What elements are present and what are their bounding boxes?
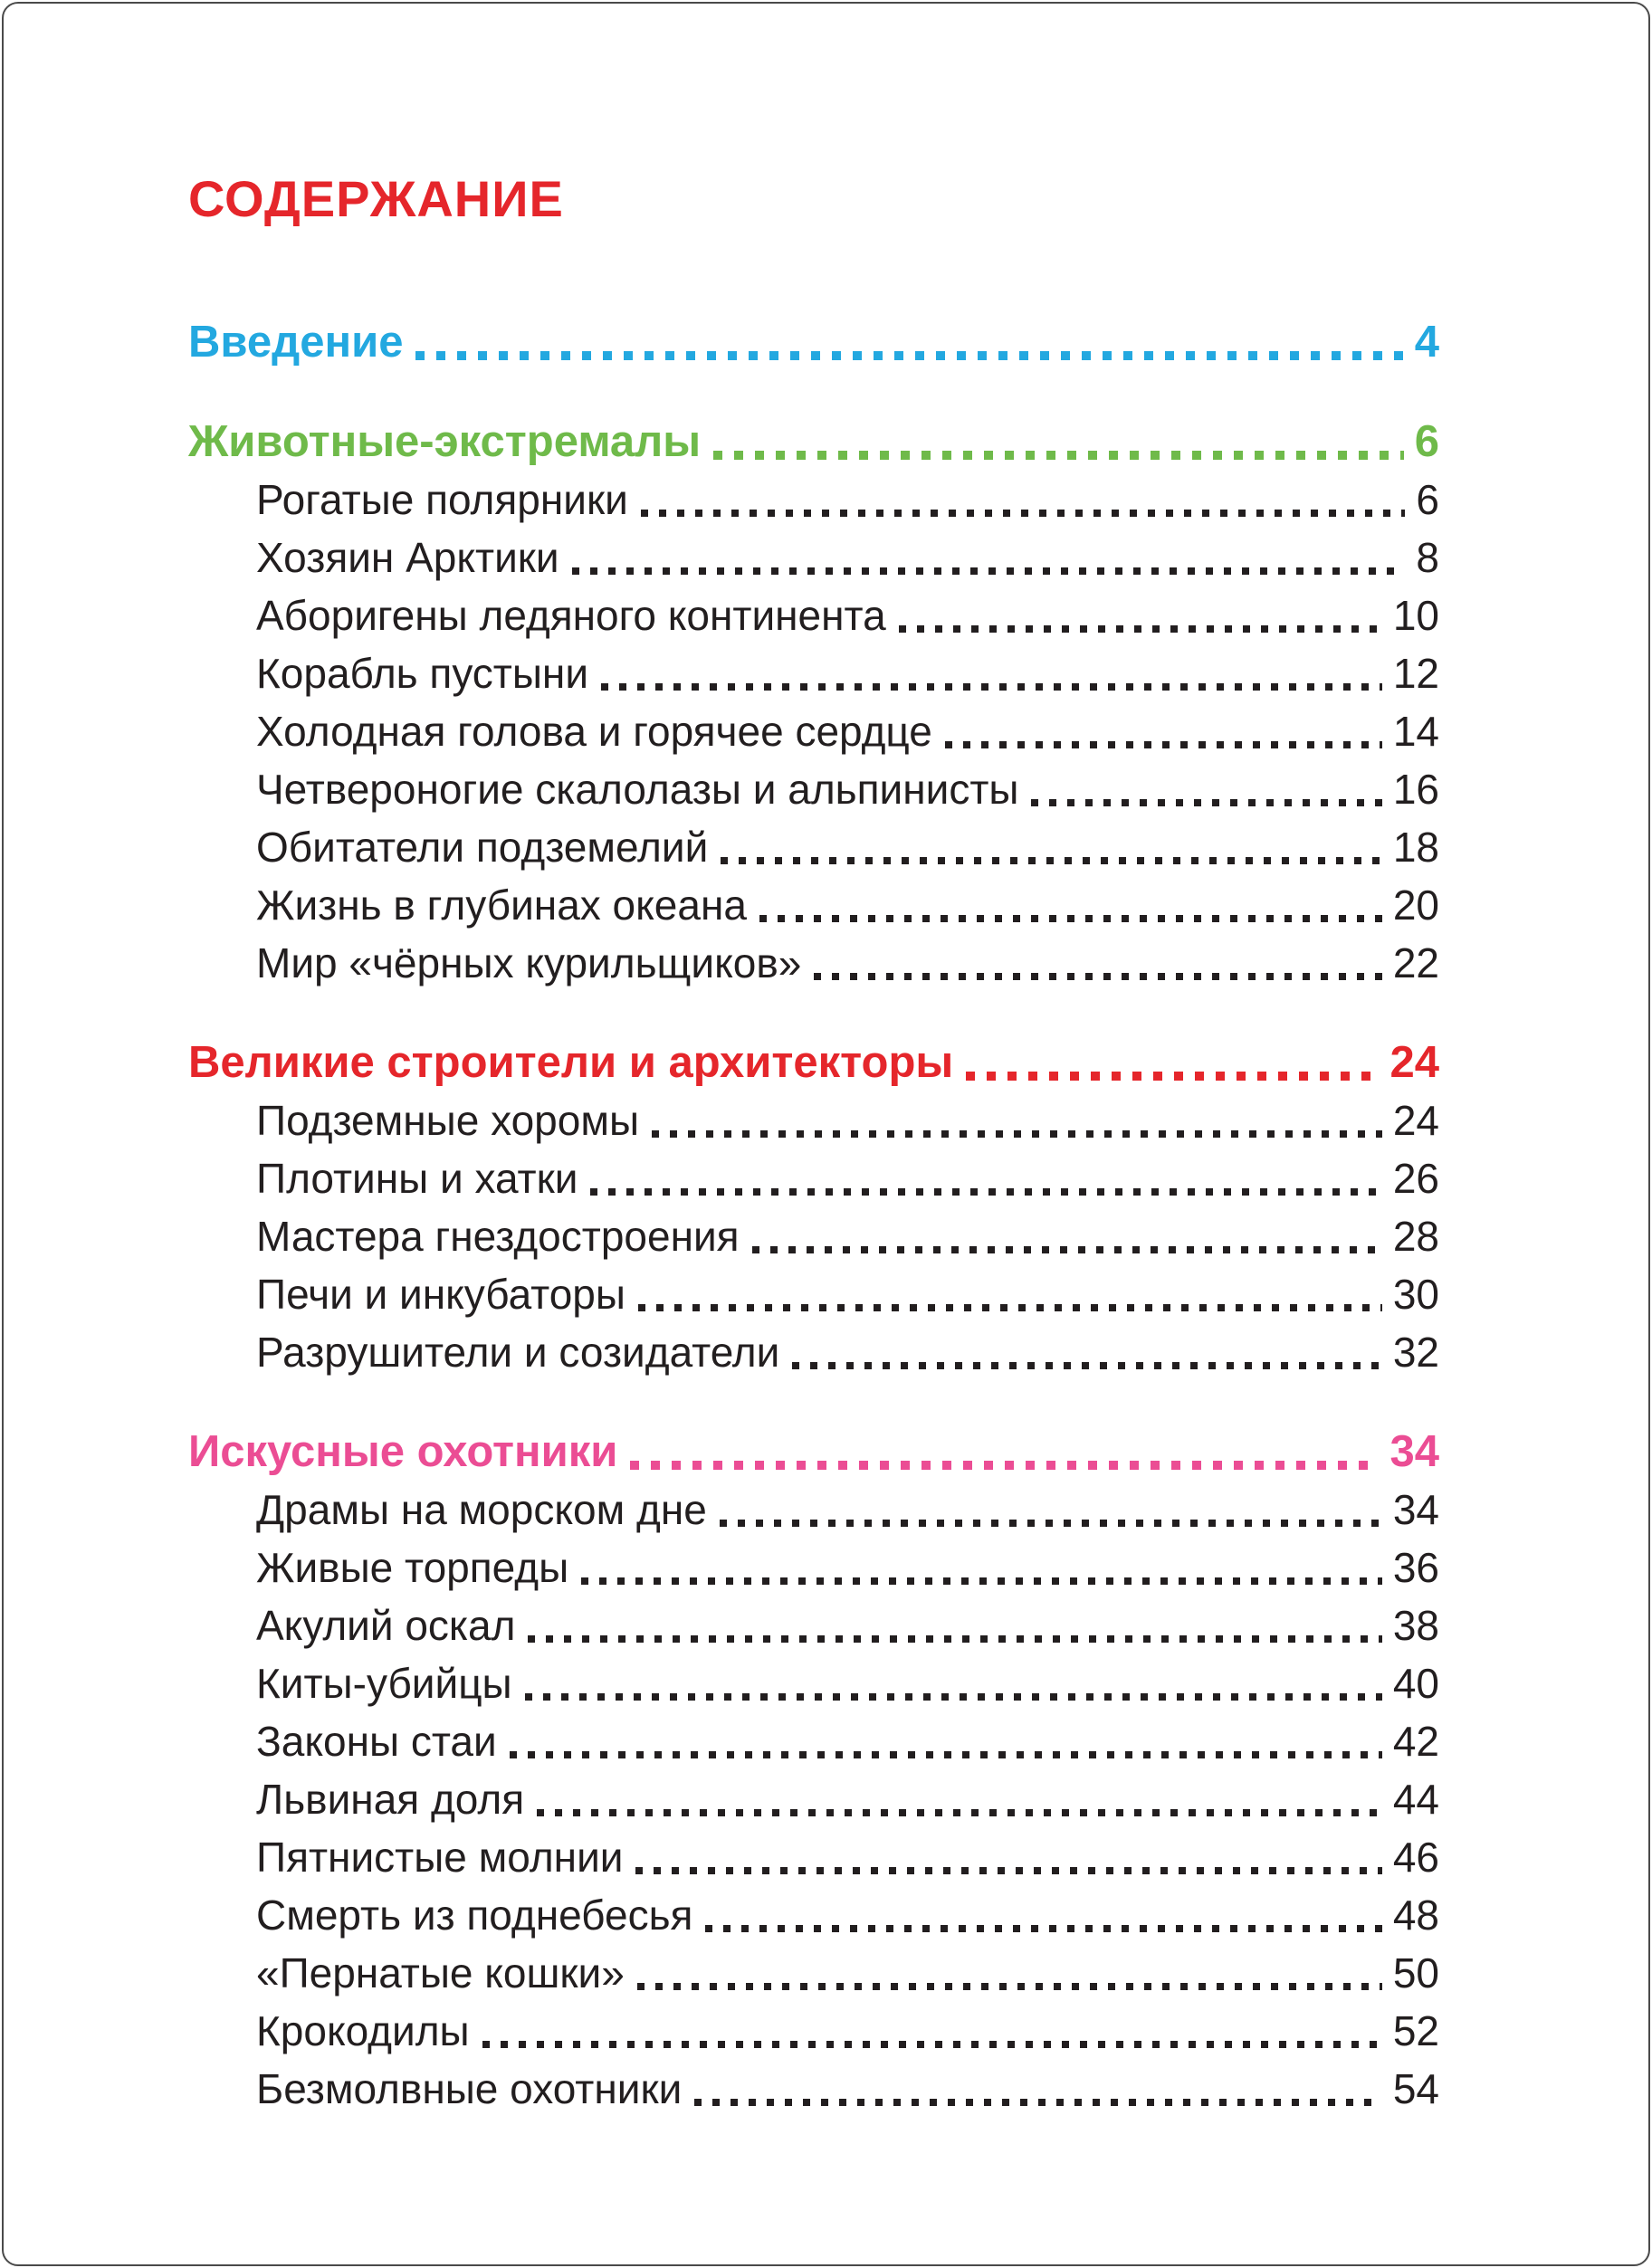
entry-label: Смерть из поднебесья (256, 1892, 693, 1939)
toc-entry (188, 702, 1439, 760)
toc-entry (188, 1091, 1439, 1149)
entry-label: Подземные хоромы (256, 1097, 640, 1144)
toc-entry (188, 1207, 1439, 1265)
dot-leader (720, 1520, 1382, 1527)
entry-label: Львиная доля (256, 1776, 525, 1823)
entry-label: Крокодилы (256, 2007, 470, 2054)
dot-leader (572, 567, 1406, 575)
entry-label: Печи и инкубаторы (256, 1271, 625, 1318)
dot-leader (652, 1130, 1382, 1138)
page-number: 20 (1392, 881, 1439, 929)
dot-leader (482, 2041, 1382, 2048)
page-number: 28 (1392, 1213, 1439, 1260)
dot-leader (601, 683, 1382, 691)
page-number: 22 (1392, 939, 1439, 986)
page-number: 32 (1392, 1329, 1439, 1376)
entry-label: Хозяин Арктики (256, 534, 559, 581)
page-number: 34 (1392, 1486, 1439, 1533)
dot-leader (814, 973, 1381, 980)
dot-leader (528, 1635, 1381, 1643)
entry-label: Корабль пустыни (256, 650, 589, 697)
toc-entry (188, 1770, 1439, 1828)
page-title: СОДЕРЖАНИЕ (188, 170, 564, 227)
page-number: 54 (1392, 2065, 1439, 2112)
dot-leader (638, 1304, 1382, 1311)
dot-leader (537, 1809, 1382, 1816)
entry-label: Обитатели подземелий (256, 824, 709, 871)
toc-entry (188, 1539, 1439, 1596)
dot-leader (581, 1577, 1382, 1585)
toc-entry (188, 1265, 1439, 1323)
dot-leader (635, 1867, 1381, 1874)
toc-entry (188, 1481, 1439, 1539)
page-number: 10 (1392, 592, 1439, 639)
entry-label: Разрушители и созидатели (256, 1329, 780, 1376)
dot-leader (752, 1246, 1382, 1253)
page-number: 12 (1392, 650, 1439, 697)
entry-label: Киты-убийцы (256, 1660, 512, 1707)
toc-section-header (188, 413, 1439, 471)
entry-label: Законы стаи (256, 1718, 497, 1765)
toc-section (188, 413, 1439, 992)
page-number: 34 (1389, 1427, 1439, 1476)
page-number: 42 (1392, 1718, 1439, 1765)
toc-entry (188, 1654, 1439, 1712)
page-number: 50 (1392, 1949, 1439, 1996)
entry-label: Плотины и хатки (256, 1155, 578, 1202)
toc-entry (188, 934, 1439, 992)
dot-leader (759, 915, 1382, 922)
dot-leader (792, 1362, 1382, 1369)
entry-label: Великие строители и архитекторы (188, 1038, 954, 1087)
entry-label: Рогатые полярники (256, 476, 628, 523)
toc-entry (188, 2060, 1439, 2118)
page-number: 48 (1392, 1892, 1439, 1939)
dot-leader (590, 1188, 1381, 1196)
page-number: 36 (1392, 1544, 1439, 1591)
toc-entry (188, 1596, 1439, 1654)
dot-leader (945, 741, 1382, 748)
dot-leader (637, 1983, 1382, 1990)
toc-entry (188, 1712, 1439, 1770)
toc-entry (188, 1886, 1439, 1944)
toc-entries (188, 313, 1439, 2118)
dot-leader (630, 1461, 1379, 1470)
dot-leader (525, 1693, 1382, 1701)
entry-label: Аборигены ледяного континента (256, 592, 886, 639)
page-number: 44 (1392, 1776, 1439, 1823)
page-number: 26 (1392, 1155, 1439, 1202)
toc-entry-intro (188, 313, 1439, 371)
dot-leader (694, 2099, 1382, 2106)
entry-label: Пятнистые молнии (256, 1834, 624, 1881)
toc-section-header (188, 1423, 1439, 1481)
page-number: 40 (1392, 1660, 1439, 1707)
page-number: 6 (1414, 417, 1439, 466)
page-number: 38 (1392, 1602, 1439, 1649)
toc-section-header (188, 1034, 1439, 1091)
dot-leader (899, 625, 1382, 633)
entry-label: Живые торпеды (256, 1544, 569, 1591)
page-number: 14 (1392, 708, 1439, 755)
toc-entry (188, 2002, 1439, 2060)
entry-label: Акулий оскал (256, 1602, 516, 1649)
toc-entry (188, 1944, 1439, 2002)
page-number: 24 (1392, 1097, 1439, 1144)
page-number: 18 (1392, 824, 1439, 871)
toc-entry (188, 876, 1439, 934)
entry-label: Мир «чёрных курильщиков» (256, 939, 802, 986)
page-number: 6 (1416, 476, 1439, 523)
dot-leader (966, 1072, 1379, 1081)
entry-label: Четвероногие скалолазы и альпинисты (256, 766, 1019, 813)
dot-leader (721, 857, 1382, 864)
dot-leader (705, 1925, 1381, 1932)
entry-label: Мастера гнездостроения (256, 1213, 740, 1260)
toc-entry (188, 818, 1439, 876)
page-number: 4 (1414, 318, 1439, 367)
toc-entry (188, 644, 1439, 702)
toc-entry (188, 1149, 1439, 1207)
entry-label: Жизнь в глубинах океана (256, 881, 747, 929)
entry-label: Искусные охотники (188, 1427, 618, 1476)
toc-entry (188, 586, 1439, 644)
toc-entry (188, 1828, 1439, 1886)
dot-leader (1031, 799, 1381, 806)
entry-label: Драмы на морском дне (256, 1486, 707, 1533)
dot-leader (415, 351, 1403, 360)
dot-leader (510, 1751, 1382, 1758)
page-number: 16 (1392, 766, 1439, 813)
toc-entry (188, 529, 1439, 586)
entry-label: Безмолвные охотники (256, 2065, 683, 2112)
toc-section (188, 1423, 1439, 2118)
dot-leader (713, 451, 1404, 460)
toc-entry (188, 1323, 1439, 1381)
entry-label: Введение (188, 318, 404, 367)
page-number: 24 (1389, 1038, 1439, 1087)
toc-entry (188, 760, 1439, 818)
page-number: 30 (1392, 1271, 1439, 1318)
entry-label: «Пернатые кошки» (256, 1949, 625, 1996)
page-number: 46 (1392, 1834, 1439, 1881)
entry-label: Животные-экстремалы (188, 417, 702, 466)
toc-section (188, 1034, 1439, 1381)
page-number: 8 (1416, 534, 1439, 581)
entry-label: Холодная голова и горячее сердце (256, 708, 932, 755)
dot-leader (641, 510, 1406, 517)
page-number: 52 (1392, 2007, 1439, 2054)
toc-entry (188, 471, 1439, 529)
